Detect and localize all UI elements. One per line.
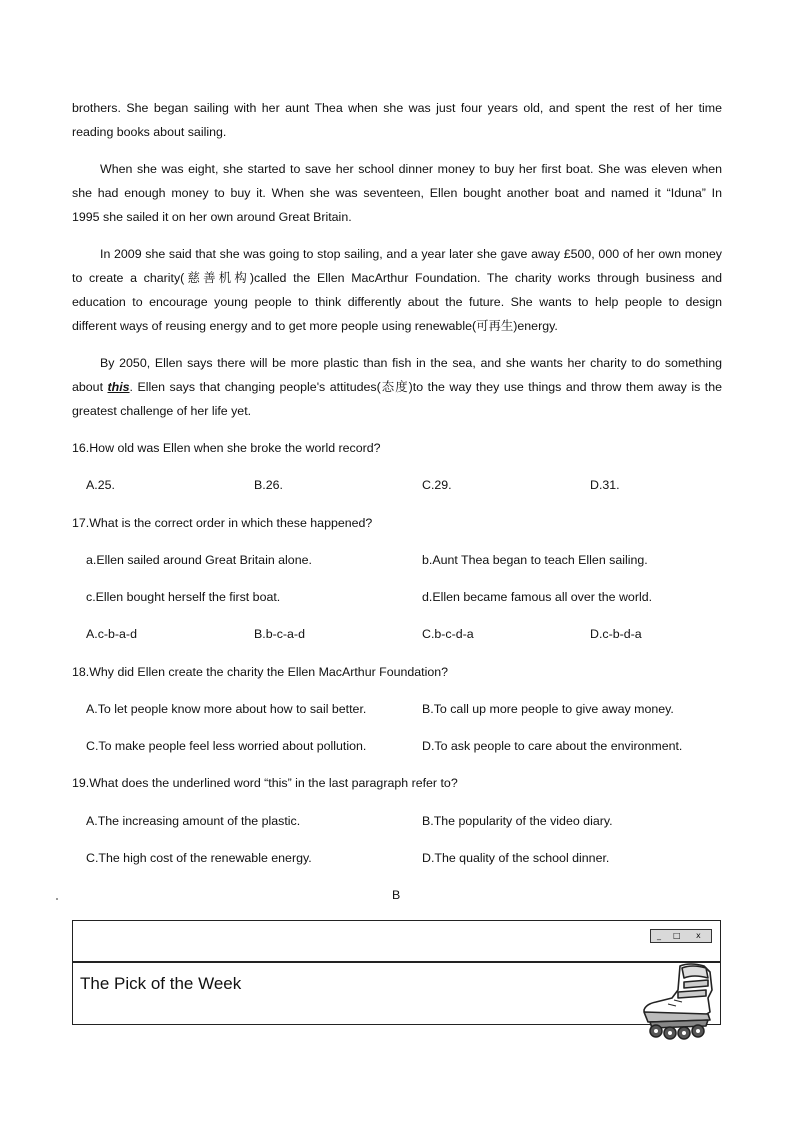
option-d: D.31. (590, 478, 620, 492)
question-stem: 19.What does the underlined word “this” in the last paragraph refer to? (72, 776, 458, 790)
event-item: c.Ellen bought herself the first boat. (86, 590, 281, 604)
window-titlebar (73, 921, 720, 963)
close-icon: x (696, 931, 701, 940)
option-a: A.c-b-a-d (86, 627, 137, 641)
question-stem: 16.How old was Ellen when she broke the world record? (72, 441, 381, 455)
rollerblade-skate-icon (638, 960, 718, 1042)
paragraph-text: . Ellen says that changing people's attitudes(态度)to the way they use things and throw them away is the (129, 380, 722, 394)
option-d: D.The quality of the school dinner. (422, 851, 610, 865)
underlined-keyword: this (107, 380, 130, 394)
paragraph-line: different ways of reusing energy and to get more people using renewable(可再生)energy. (72, 319, 558, 333)
option-a: A.To let people know more about how to sail better. (86, 702, 367, 716)
option-d: D.To ask people to care about the environment. (422, 739, 683, 753)
event-item: b.Aunt Thea began to teach Ellen sailing. (422, 553, 648, 567)
window-heading: The Pick of the Week (80, 974, 242, 993)
paragraph-line: In 2009 she said that she was going to stop sailing, and a year later she gave away £500, 000 of her own money (100, 247, 722, 261)
window-controls (650, 929, 712, 943)
minimize-icon: _ (657, 931, 661, 940)
option-b: B.The popularity of the video diary. (422, 814, 613, 828)
paragraph-line: reading books about sailing. (72, 125, 227, 139)
paragraph-line: to create a charity(慈善机构)called the Ellen MacArthur Foundation. The charity works through business and (72, 271, 722, 285)
paragraph-line: brothers. She began sailing with her aunt Thea when she was just four years old, and spent the rest of her time (72, 101, 722, 115)
option-c: C.b-c-d-a (422, 627, 474, 641)
option-a: A.The increasing amount of the plastic. (86, 814, 301, 828)
paragraph-line (72, 379, 722, 395)
maximize-icon: □ (673, 931, 681, 940)
section-label: B (392, 888, 401, 902)
option-b: B.b-c-a-d (254, 627, 305, 641)
event-item: a.Ellen sailed around Great Britain alone. (86, 553, 312, 567)
option-c: C.The high cost of the renewable energy. (86, 851, 312, 865)
option-c: C.29. (422, 478, 452, 492)
option-b: B.To call up more people to give away money. (422, 702, 674, 716)
paragraph-line: 1995 she sailed it on her own around Great Britain. (72, 210, 352, 224)
paragraph-text: about (72, 380, 108, 394)
paragraph-line: When she was eight, she started to save her school dinner money to buy her first boat. She was eleven when (100, 162, 722, 176)
question-stem: 17.What is the correct order in which these happened? (72, 516, 373, 530)
paragraph-line: she had enough money to buy it. When she was seventeen, Ellen bought another boat and named it “Iduna” In (72, 186, 722, 200)
option-a: A.25. (86, 478, 115, 492)
option-c: C.To make people feel less worried about pollution. (86, 739, 367, 753)
paragraph-line: education to encourage young people to think differently about the future. She wants to help people to design (72, 295, 722, 309)
option-b: B.26. (254, 478, 283, 492)
paragraph-line: greatest challenge of her life yet. (72, 404, 252, 418)
stray-dot (56, 898, 58, 900)
event-item: d.Ellen became famous all over the world. (422, 590, 653, 604)
option-d: D.c-b-d-a (590, 627, 642, 641)
pick-of-week-window (72, 920, 721, 1025)
paragraph-line: By 2050, Ellen says there will be more plastic than fish in the sea, and she wants her charity to do something (100, 356, 722, 370)
question-stem: 18.Why did Ellen create the charity the Ellen MacArthur Foundation? (72, 665, 449, 679)
